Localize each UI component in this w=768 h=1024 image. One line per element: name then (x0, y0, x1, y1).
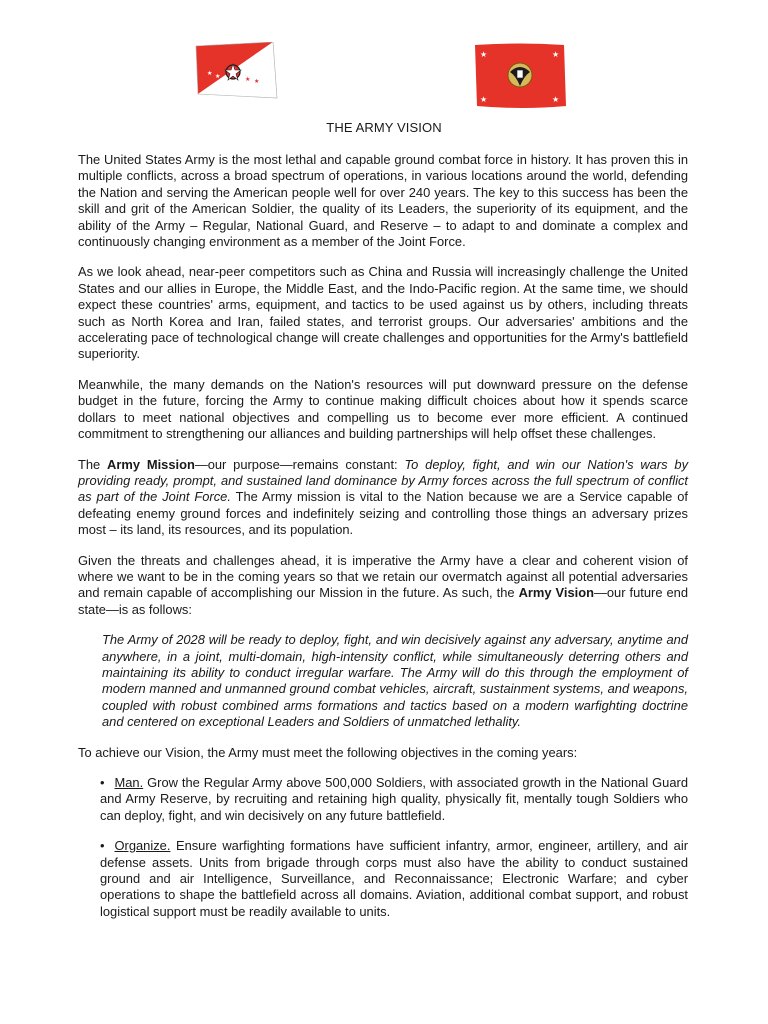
paragraph-army-vision-intro (78, 553, 688, 619)
svg-text:★: ★ (480, 95, 488, 104)
mission-rest: The Army mission is vital to the Nation because we are a Service capable of defeating enemy ground forces and indefinitely seizing and controlling those things an adversary prizes most – its land, its resources, and its population. (78, 489, 688, 538)
bullet-icon: • (100, 838, 105, 854)
paragraph-resources: Meanwhile, the many demands on the Nation's resources will put downward pressure on the defense budget in the future, forcing the Army to continue making difficult choices about how it spends scarce dollars to meet national objectives and compelling us to become ever more efficient. A continued commitment to strengthening our alliances and building partnerships will help offset these challenges. (78, 376, 688, 442)
svg-text:★: ★ (254, 78, 260, 85)
paragraph-competitors: As we look ahead, near-peer competitors such as China and Russia will increasingly challenge the United States and our allies in Europe, the Middle East, and the Indo-Pacific region. At the same time, we should expect these countries' arms, equipment, and tactics to be used against us by others, including threats such as North Korea and Iran, failed states, and terrorist groups. Our adversaries' ambitions and the accelerating pace of technological change will create challenges and opportunities for the Army's battlefield superiority. (78, 264, 688, 362)
general-officer-flag-icon (193, 42, 279, 100)
document-body (78, 152, 688, 934)
svg-text:★: ★ (245, 76, 251, 83)
objective-text: Ensure warfighting formations have sufficient infantry, armor, engineer, artillery, and air defense assets. Units from brigade through corps must also have the ability to conduct sustained ground and air Intelligence, Surveillance, and Reconnaissance; Electronic Warfare; and cyber operations to shape the battlefield across all domains. Aviation, additional combat support, and robust logistical support must be readily available to units. (100, 838, 688, 919)
vision-prefix: Given the threats and challenges ahead, it is imperative the Army have a clear and coherent vision of where we want to be in the coming years so that we retain our overmatch against all potential adversaries and remain capable of accomplishing our Mission in the future. As such, the (78, 552, 688, 601)
objective-organize (78, 838, 688, 920)
objective-label: Man. (114, 775, 144, 790)
objective-label: Organize. (114, 838, 171, 854)
svg-text:★: ★ (552, 95, 560, 104)
objective-man (78, 775, 688, 824)
mission-statement: To deploy, fight, and win our Nation's wars by providing ready, prompt, and sustained land dominance by Army forces across the full spectrum of conflict as part of the Joint Force. (78, 456, 689, 505)
vision-rest: —our future end state—is as follows: (78, 585, 689, 617)
svg-text:★: ★ (215, 73, 221, 80)
vision-statement: The Army of 2028 will be ready to deploy, fight, and win decisively against any adversary, anytime and anywhere, in a joint, multi-domain, high-intensity conflict, while simultaneously deterring others and maintaining its ability to conduct irregular warfare. The Army will do this through the employment of modern manned and unmanned ground combat vehicles, aircraft, sustainment systems, and weapons, coupled with robust combined arms formations and tactics based on a modern warfighting doctrine and centered on exceptional Leaders and Soldiers of unmatched lethality. (102, 632, 688, 730)
paragraph-army-mission (78, 457, 688, 539)
svg-text:★: ★ (207, 70, 213, 77)
mission-heading: Army Mission (107, 456, 195, 472)
mission-prefix: The (78, 456, 108, 472)
objective-text: Grow the Regular Army above 500,000 Soldiers, with associated growth in the National Guard and Army Reserve, by recruiting and retaining high quality, physically fit, mentally tough Soldiers who can deploy, fight, and win decisively on any future battlefield. (100, 775, 688, 823)
bullet-icon: • (100, 775, 105, 790)
mission-mid: —our purpose—remains constant: (194, 456, 405, 472)
vision-heading: Army Vision (518, 585, 594, 601)
svg-text:★: ★ (480, 50, 488, 59)
document-title: THE ARMY VISION (326, 120, 442, 135)
paragraph-army-history: The United States Army is the most lethal and capable ground combat force in history. It has proven this in multiple conflicts, across a broad spectrum of operations, in various locations around the world, defending the Nation and serving the American people well for over 240 years. The key to this success has been the skill and grit of the American Soldier, the quality of its Leaders, the superiority of its equipment, and the ability of the Army – Regular, National Guard, and Reserve – to adapt to and dominate a complex and continuously changing environment as a member of the Joint Force. (78, 152, 688, 250)
svg-text:★: ★ (552, 50, 560, 59)
paragraph-objectives-intro: To achieve our Vision, the Army must meet the following objectives in the coming years: (78, 744, 578, 760)
army-secretary-flag-icon (472, 42, 568, 110)
